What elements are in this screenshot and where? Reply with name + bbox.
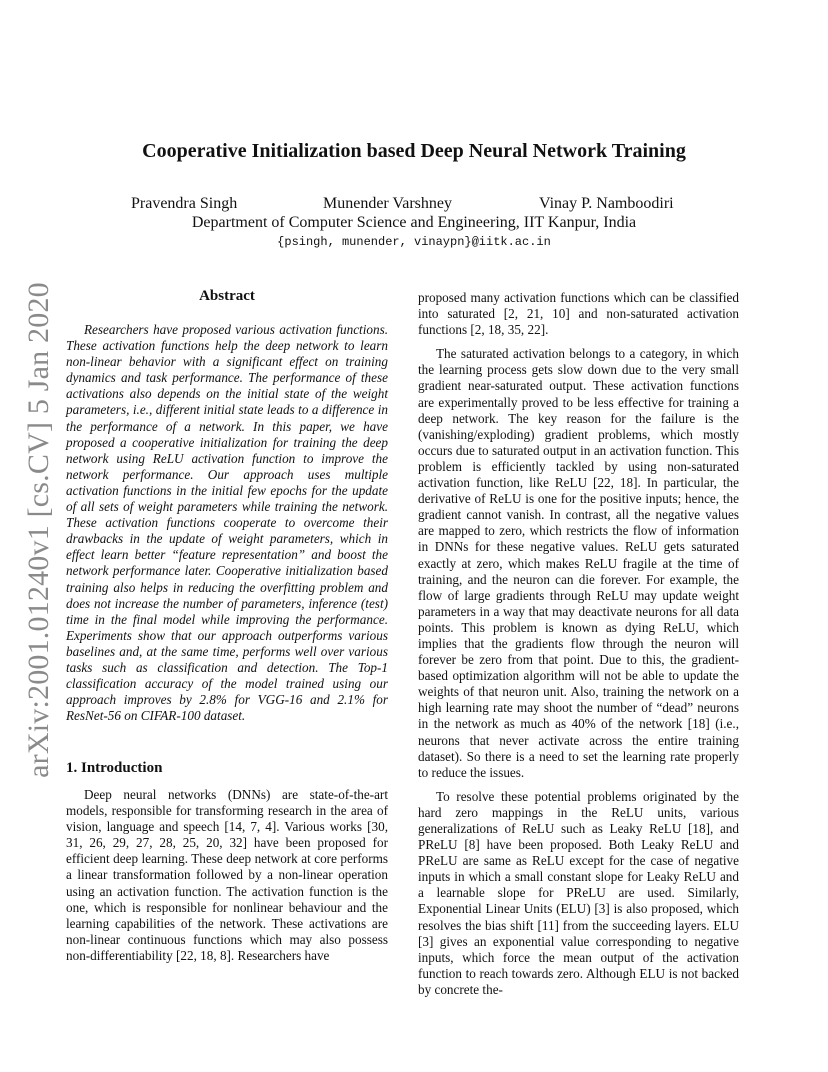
author-3: Vinay P. Namboodiri [539, 195, 674, 212]
arxiv-side-identifier [14, 282, 64, 778]
intro-paragraph-continued: proposed many activation functions which can be classified into saturated [2, 21, 10] and non-saturated activation functions [2, 18, 35, 22]. [418, 290, 739, 338]
author-1: Pravendra Singh [131, 195, 238, 212]
introduction-left-column [66, 787, 388, 964]
paper-title: Cooperative Initialization based Deep Neural Network Training [142, 140, 686, 162]
author-2: Munender Varshney [323, 195, 453, 212]
arxiv-id-text: arXiv:2001.01240v1 [cs.CV] 5 Jan 2020 [22, 282, 55, 778]
section-heading-introduction: 1. Introduction [66, 760, 163, 776]
affiliation: Department of Computer Science and Engineering, IIT Kanpur, India [191, 214, 637, 231]
intro-paragraph-1: Deep neural networks (DNNs) are state-of-the-art models, responsible for transforming research in the area of vision, language and speech [14, 7, 4]. Various works [30, 31, 26, 29, 27, 28, 25, 20, 32] have been proposed for efficient deep learning. These deep network at core performs a linear transformation followed by a non-linear operation using an activation function. The activation function is the one, which is responsible for nonlinear behaviour and the learning capabilities of the network. These activations are non-linear continuous functions which may also possess non-differentiability [22, 18, 8]. Researchers have [66, 787, 388, 963]
abstract-body [66, 322, 388, 724]
abstract-heading: Abstract [199, 288, 255, 304]
intro-paragraph-2: The saturated activation belongs to a category, in which the learning process gets slow down due to the very small gradient near-saturated output. These activation functions are experimentally proved to be less effective for training a deep network. The key reason for the failure is the (vanishing/exploding) gradient problems, which mostly occurs due to saturated output in an activation function. This problem is efficiently tackled by using non-saturated activation function, like ReLU [22, 18]. In particular, the derivative of ReLU is one for the positive inputs; hence, the gradient cannot vanish. In contrast, all the negative values are mapped to zero, which restricts the flow of information in DNNs for these negative values. ReLU gets saturated exactly at zero, which makes ReLU fragile at the time of training, and the neuron can die forever. For example, the flow of large gradients through ReLU may update weight parameters in a way that may deactivate neurons for all data points. This problem is known as dying ReLU, which implies that the gradients flow through the neuron will forever be zero from that point. Due to this, the gradient-based optimization algorithm will not be able to update the weights of that neuron unit. Also, training the network on a high learning rate may shoot the number of “dead” neurons in the network as much as 40% of the network [18] (i.e., neurons that never activate across the entire training dataset). So there is a need to set the learning rate properly to reduce the issues. [418, 346, 739, 780]
abstract-text: Researchers have proposed various activation functions. These activation functions help the deep network to learn non-linear behavior with a significant effect on training dynamics and task performance. The performance of these activations also depends on the initial state of the weight parameters, i.e., different initial state leads to a difference in the performance of a network. In this paper, we have proposed a cooperative initialization for training the deep network using ReLU activation function to improve the network performance. Our approach uses multiple activation functions in the initial few epochs for the update of all sets of weight parameters while training the network. These activation functions cooperate to overcome their drawbacks in the update of weight parameters, which in effect learn better “feature representation” and boost the network performance later. Cooperative initialization based training also helps in reducing the overfitting problem and does not increase the number of parameters, inference (test) time in the final model while improving the performance. Experiments show that our approach outperforms various baselines and, at the same time, performs well over various tasks such as classification and detection. The Top-1 classification accuracy of the model trained using our approach improves by 2.8% for VGG-16 and 2.1% for ResNet-56 on CIFAR-100 dataset. [66, 322, 388, 724]
intro-paragraph-3: To resolve these potential problems originated by the hard zero mappings in the ReLU units, various generalizations of ReLU such as Leaky ReLU [18], and PReLU [8] have been proposed. Both Leaky ReLU and PReLU are same as ReLU except for the case of negative inputs in which a small constant slope for Leaky ReLU and a learnable slope for PReLU are used. Similarly, Exponential Linear Units (ELU) [3] is also proposed, which resolves the bias shift [11] from the succeeding layers. ELU [3] gives an exponential value corresponding to negative inputs, which force the mean output of the activation function to reach towards zero. Although ELU is not backed by concrete the- [418, 788, 739, 997]
introduction-right-column [418, 290, 739, 998]
author-emails: {psingh, munender, vinaypn}@iitk.ac.in [277, 235, 551, 249]
